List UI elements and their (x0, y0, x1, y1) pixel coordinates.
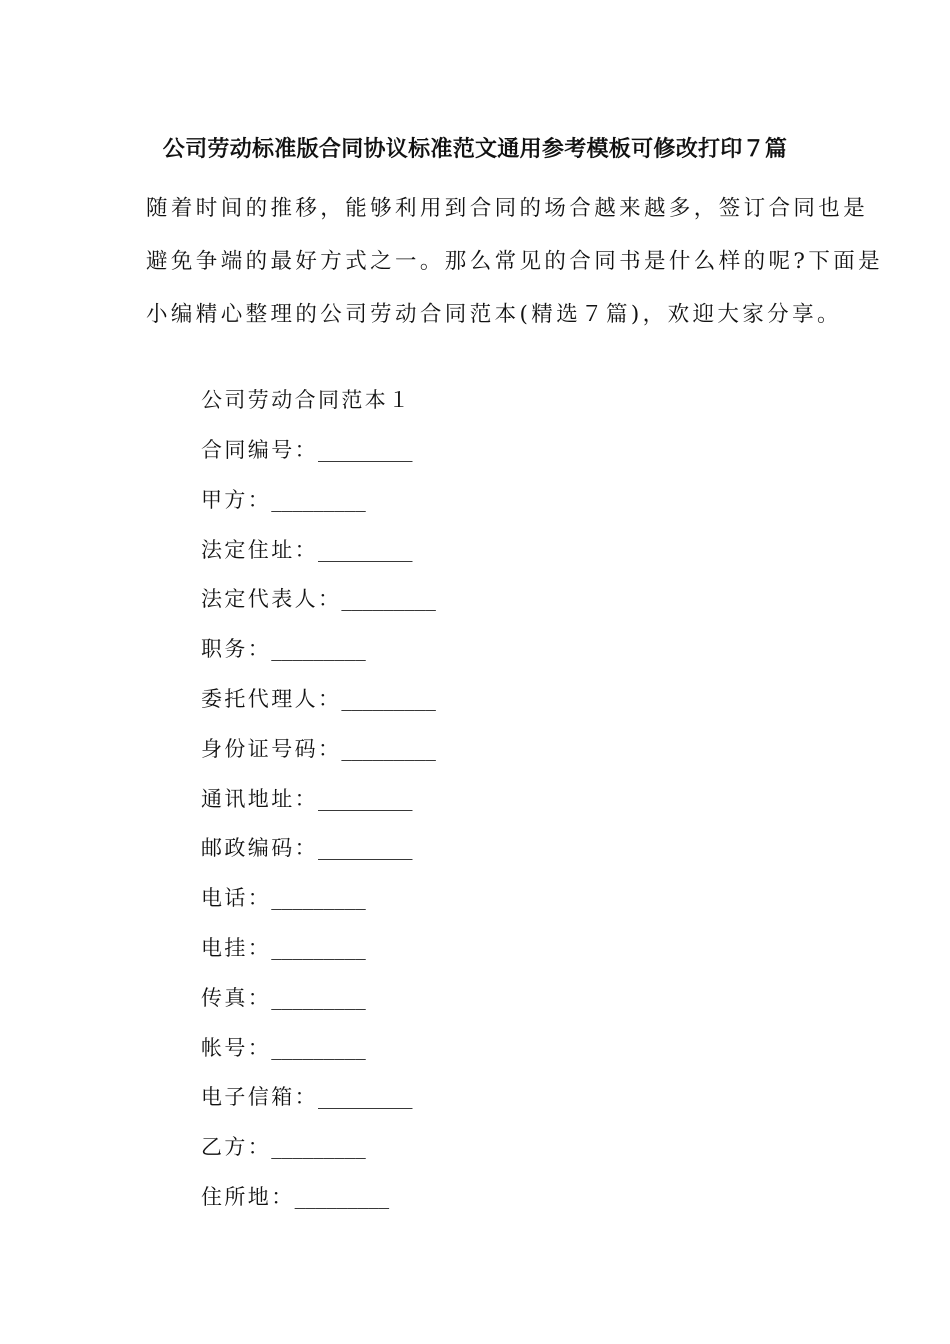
field-legal-address (201, 532, 801, 582)
intro-paragraph (146, 182, 884, 341)
field-label: 电子信箱： (201, 1085, 318, 1110)
field-blank: _________ (318, 786, 413, 811)
field-label: 通讯地址： (201, 786, 318, 811)
field-label: 法定住址： (201, 537, 318, 562)
field-label: 传真： (201, 985, 272, 1010)
field-blank: _________ (318, 537, 413, 562)
field-blank: _________ (341, 736, 436, 761)
field-label: 电挂： (201, 935, 272, 960)
field-party-b (201, 1129, 801, 1179)
field-label: 帐号： (201, 1035, 272, 1060)
field-label: 电话： (201, 886, 272, 911)
field-residence (201, 1179, 801, 1229)
field-id-number (201, 731, 801, 781)
contract-heading: 公司劳动合同范本１ (201, 388, 412, 412)
field-label: 职务： (201, 637, 272, 662)
field-party-a (201, 482, 801, 532)
field-blank: _________ (271, 935, 366, 960)
field-blank: _________ (341, 686, 436, 711)
field-label: 身份证号码： (201, 736, 342, 761)
field-blank: _________ (271, 886, 366, 911)
field-contract-number (201, 432, 801, 482)
field-telegraph (201, 930, 801, 980)
field-label: 住所地： (201, 1184, 295, 1209)
field-blank: _________ (271, 985, 366, 1010)
field-blank: _________ (271, 1135, 366, 1160)
document-title: 公司劳动标准版合同协议标准范文通用参考模板可修改打印７篇 (162, 137, 788, 162)
field-label: 甲方： (201, 487, 272, 512)
field-label: 乙方： (201, 1135, 272, 1160)
field-email (201, 1079, 801, 1129)
field-blank: _________ (271, 637, 366, 662)
field-position (201, 631, 801, 681)
field-label: 委托代理人： (201, 686, 342, 711)
field-authorized-agent (201, 681, 801, 731)
field-account (201, 1030, 801, 1080)
field-mailing-address (201, 781, 801, 831)
intro-line: 随着时间的推移，能够利用到合同的场合越来越多，签订合同也是 (146, 196, 869, 221)
field-blank: _________ (294, 1184, 390, 1209)
field-blank: _________ (271, 1035, 366, 1060)
field-legal-representative (201, 581, 801, 631)
field-blank: _________ (318, 836, 413, 861)
field-label: 合同编号： (201, 438, 318, 462)
field-blank: _________ (318, 1085, 413, 1110)
field-blank: _________ (341, 587, 436, 612)
field-phone (201, 880, 801, 930)
contract-section (201, 382, 801, 1229)
field-blank: _________ (318, 438, 413, 462)
field-blank: _________ (271, 487, 366, 512)
field-label: 法定代表人： (201, 587, 342, 612)
intro-line: 小编精心整理的公司劳动合同范本(精选７篇)，欢迎大家分享。 (146, 302, 842, 327)
field-fax (201, 980, 801, 1030)
intro-line: 避免争端的最好方式之一。那么常见的合同书是什么样的呢?下面是 (146, 249, 884, 274)
field-postal-code (201, 830, 801, 880)
field-label: 邮政编码： (201, 836, 318, 861)
